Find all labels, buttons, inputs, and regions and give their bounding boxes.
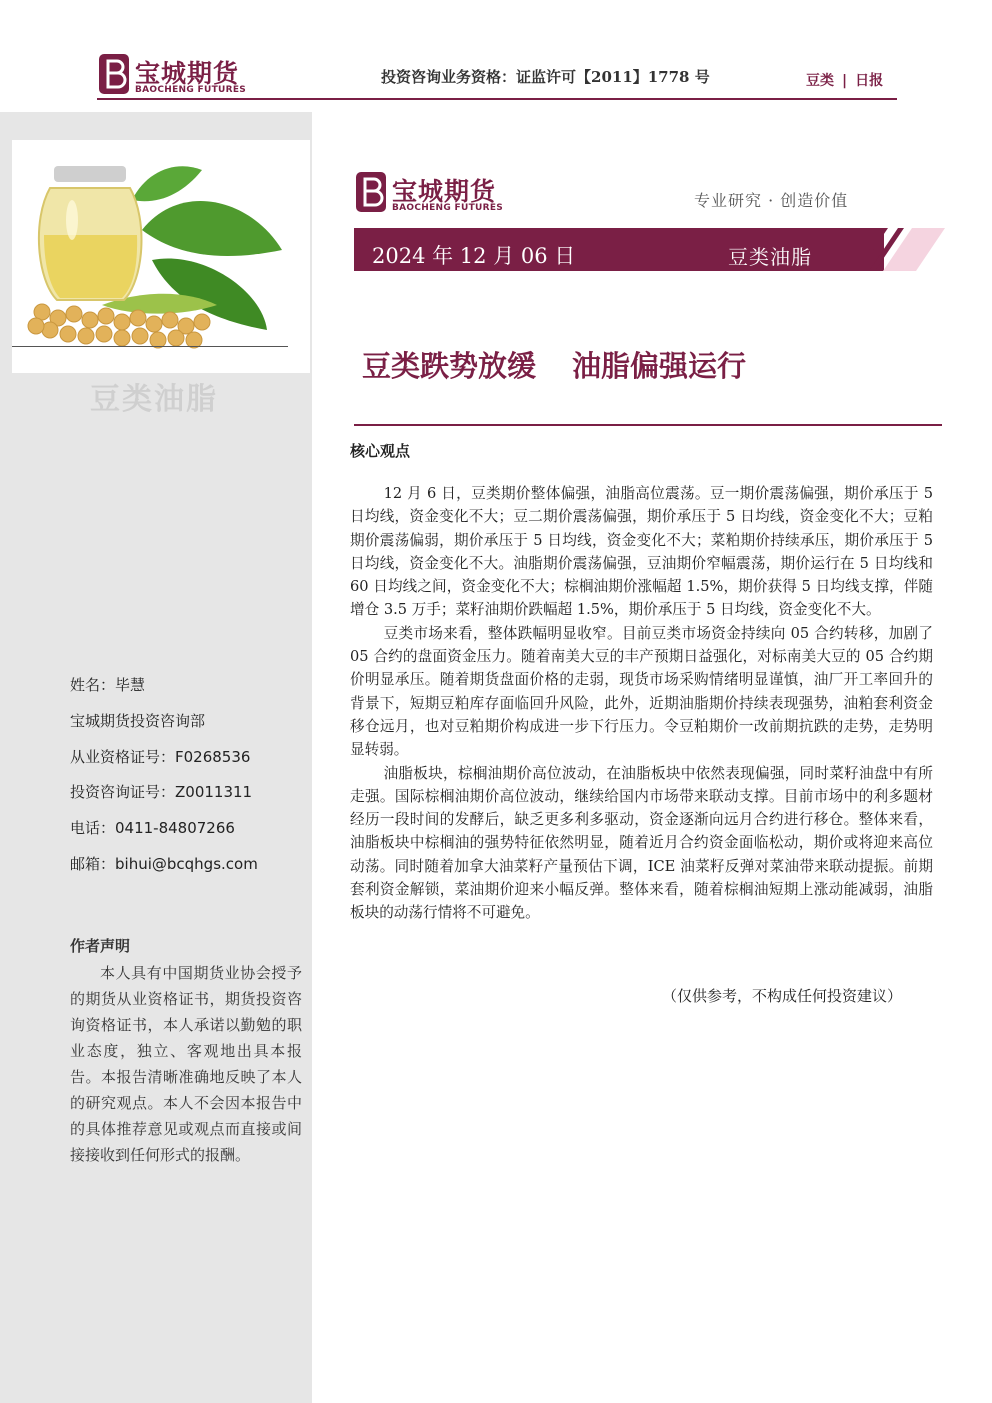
baocheng-logo-icon	[97, 52, 131, 96]
baocheng-logo-icon	[354, 170, 388, 214]
author-name: 姓名：毕慧	[70, 676, 146, 694]
advisory-number: 投资咨询证号：Z0011311	[70, 783, 253, 802]
slogan: 专业研究 · 创造价值	[694, 191, 849, 210]
tag-separator: |	[842, 73, 848, 89]
paragraph-oils: 油脂板块，棕榈油期价高位波动，在油脂板块中依然表现偏强，同时菜籽油盘中有所走强。国际棕榈油期价高位波动，继续给国内市场带来联动支撑。目前市场中的利多题材经历一段时间的发酵后，缺乏更多利多驱动，资金逐渐向远月合约进行移仓。整体来看，油脂板块中棕榈油的强势特征依然明显，随着近月合约资金面临松动，期价或将迎来高位动荡。同时随着加拿大油菜籽产量预估下调，ICE 油菜籽反弹对菜油带来联动提振。前期套利资金解锁，菜油期价迎来小幅反弹。整体来看，随着棕榈油短期上涨动能减弱，油脂板块的动荡行情将不可避免。	[350, 764, 933, 922]
article-body	[350, 482, 933, 925]
email: 邮箱：bihui@bcqhgs.com	[70, 854, 258, 873]
report-date: 2024 年 12 月 06 日	[372, 244, 576, 268]
tag-category: 豆类	[806, 73, 834, 89]
main-logo-cn: 宝城期货	[392, 177, 497, 206]
qualification-number: 从业资格证号：F0268536	[70, 747, 251, 766]
tag-type: 日报	[855, 73, 884, 89]
declaration-title: 作者声明	[70, 937, 131, 955]
header-logo-en: BAOCHENG FUTURES	[135, 85, 247, 95]
report-category: 豆类油脂	[728, 245, 812, 269]
title-rule	[354, 424, 942, 426]
image-rule	[12, 346, 288, 347]
disclaimer: （仅供参考，不构成任何投资建议）	[662, 987, 903, 1005]
paragraph-market-overview: 12 月 6 日，豆类期价整体偏强，油脂高位震荡。豆一期价震荡偏强，期价承压于 5 日均线，资金变化不大；豆二期价震荡偏强，期价承压于 5 日均线，资金变化不大；豆粕期价震荡偏弱，期价承压于 5 日均线，资金变化不大；菜粕期价持续承压，期价承压于 5 日均线，资金变化不大。油脂期价震荡偏强，豆油期价窄幅震荡，期价运行在 5 日均线和 60 日均线之间，资金变化不大；棕榈油期价涨幅超 1.5%，期价获得 5 日均线支撑，伴随增仓 3.5 万手；菜籽油期价跌幅超 1.5%，期价承压于 5 日均线，资金变化不大。	[350, 485, 933, 619]
core-view-heading: 核心观点	[350, 442, 411, 460]
stripe-decoration-icon	[855, 228, 945, 271]
oil-jar-soybean-icon	[12, 140, 310, 373]
header-tags	[806, 70, 883, 90]
report-title	[362, 344, 746, 385]
license-text: 投资咨询业务资格：证监许可【2011】1778 号	[381, 68, 710, 86]
phone: 电话：0411-84807266	[70, 819, 235, 838]
sidebar-watermark: 豆类油脂	[90, 382, 218, 417]
header-logo	[97, 52, 257, 100]
cover-image	[12, 140, 310, 373]
title-part1: 豆类跌势放缓	[362, 349, 537, 383]
main-logo-en: BAOCHENG FUTURES	[392, 203, 504, 213]
title-part2: 油脂偏强运行	[572, 349, 747, 383]
declaration-body: 本人具有中国期货业协会授予的期货从业资格证书，期货投资咨询资格证书，本人承诺以勤勉的职业态度，独立、客观地出具本报告。本报告清晰准确地反映了本人的研究观点。本人不会因本报告中的具体推荐意见或观点而直接或间接接收到任何形式的报酬。	[70, 964, 302, 1164]
contact-info	[70, 668, 258, 883]
header-divider	[97, 98, 897, 100]
header-logo-cn: 宝城期货	[135, 59, 240, 88]
author-dept: 宝城期货投资咨询部	[70, 711, 206, 730]
main-logo	[354, 170, 534, 218]
paragraph-soybean: 豆类市场来看，整体跌幅明显收窄。目前豆类市场资金持续向 05 合约转移，加剧了 05 合约的盘面资金压力。随着南美大豆的丰产预期日益强化，对标南美大豆的 05 合约期价明显承压。随着期货盘面价格的走弱，现货市场采购情绪明显谨慎，油厂开工率回升的背景下，短期豆粕库存面临回升风险，此外，近期油脂期价持续表现强势，油粕套利资金移仓远月，也对豆粕期价构成进一步下行压力。令豆粕期价一改前期抗跌的走势，走势明显转弱。	[350, 624, 933, 759]
